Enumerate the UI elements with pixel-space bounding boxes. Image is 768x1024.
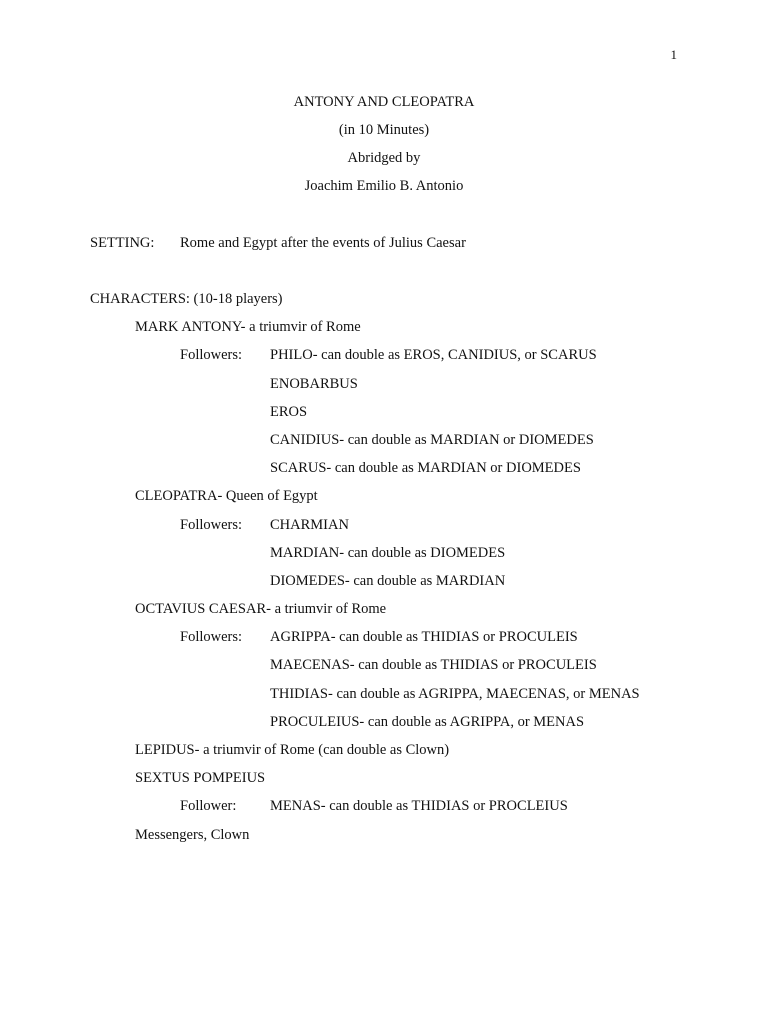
follower-name: CANIDIUS- can double as MARDIAN or DIOMEDES — [270, 431, 594, 448]
character-others: Messengers, Clown — [135, 826, 250, 843]
character-antony: MARK ANTONY- a triumvir of Rome — [135, 319, 361, 336]
follower-row — [90, 795, 730, 823]
author-name: Joachim Emilio B. Antonio — [304, 178, 464, 194]
follower-name: EROS — [270, 403, 308, 420]
character-cleopatra: CLEOPATRA- Queen of Egypt — [135, 488, 318, 505]
follower-name: PHILO- can double as EROS, CANIDIUS, or SCARUS — [270, 347, 597, 364]
follower-name: DIOMEDES- can double as MARDIAN — [270, 572, 506, 589]
characters-section — [90, 288, 730, 852]
character-octavius: OCTAVIUS CAESAR- a triumvir of Rome — [135, 601, 387, 618]
title-block — [0, 91, 768, 203]
character-lepidus: LEPIDUS- a triumvir of Rome (can double as Clown) — [135, 742, 450, 758]
followers-label: Followers: — [180, 347, 243, 364]
abridged-by: Abridged by — [347, 150, 421, 166]
character-sextus: SEXTUS POMPEIUS — [135, 770, 266, 787]
follower-name: ENOBARBUS — [270, 375, 358, 392]
follower-name: SCARUS- can double as MARDIAN or DIOMEDES — [270, 460, 581, 477]
followers-label: Follower: — [180, 798, 237, 815]
follower-name: THIDIAS- can double as AGRIPPA, MAECENAS, or MENAS — [270, 685, 640, 702]
follower-name: AGRIPPA- can double as THIDIAS or PROCULEIS — [270, 629, 578, 646]
setting-text: Rome and Egypt after the events of Julius Caesar — [180, 235, 466, 251]
followers-label: Followers: — [180, 629, 243, 646]
follower-name: MAECENAS- can double as THIDIAS or PROCULEIS — [270, 657, 597, 674]
follower-name: MARDIAN- can double as DIOMEDES — [270, 544, 506, 561]
page-number: 1 — [670, 47, 677, 62]
follower-row — [90, 344, 730, 372]
play-subtitle: (in 10 Minutes) — [338, 122, 430, 138]
follower-name: MENAS- can double as THIDIAS or PROCLEIUS — [270, 798, 568, 815]
play-title: ANTONY AND CLEOPATRA — [293, 94, 475, 110]
follower-row — [90, 514, 730, 542]
setting-section — [90, 232, 710, 254]
follower-name: PROCULEIUS- can double as AGRIPPA, or MENAS — [270, 713, 585, 730]
characters-heading: CHARACTERS: (10-18 players) — [90, 291, 283, 307]
setting-label: SETTING: — [90, 235, 155, 251]
follower-name: CHARMIAN — [270, 516, 349, 533]
follower-row — [90, 626, 730, 654]
followers-label: Followers: — [180, 516, 243, 533]
